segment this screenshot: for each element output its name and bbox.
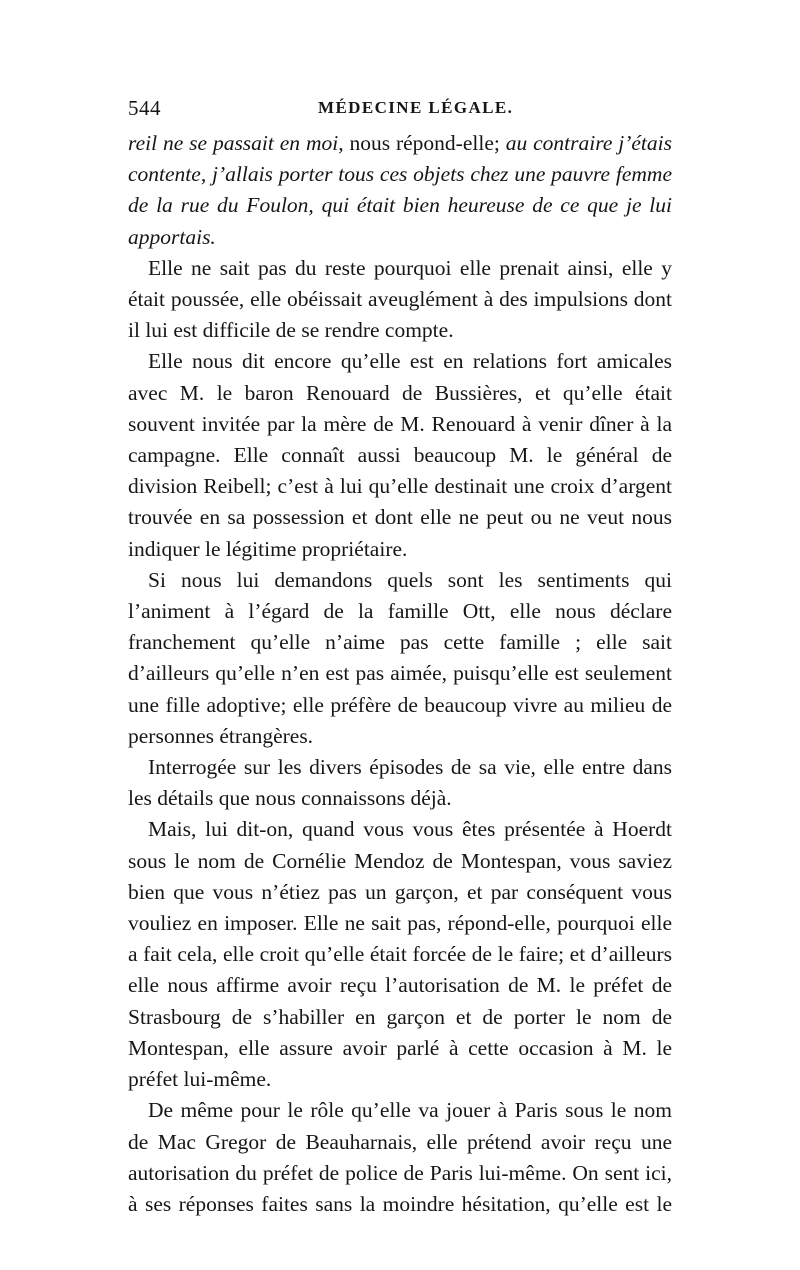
- paragraph-6: Mais, lui dit-on, quand vous vous êtes présentée à Hoerdt sous le nom de Cornélie Mendoz de Montespan, vous saviez bien que vous n’étiez pas un garçon, et par conséquent vous vouliez en imposer. Elle ne sait pas, répond-elle, pourquoi elle a fait cela, elle croit qu’elle était forcée de le faire; et d’ailleurs elle nous affirme avoir reçu l’autorisation de M. le préfet de Strasbourg de s’habiller en garçon et de porter le nom de Montespan, elle assure avoir parlé à cette occasion à M. le préfet lui-même.: [128, 817, 672, 1092]
- page-number: 544: [128, 96, 161, 120]
- running-head: [128, 88, 672, 128]
- paragraph-1-italic-a: reil ne se passait en moi,: [128, 131, 344, 155]
- paragraph-2: Elle ne sait pas du reste pourquoi elle prenait ainsi, elle y était poussée, elle obéissait aveuglément à des impulsions dont il lui est difficile de se rendre compte.: [128, 255, 672, 343]
- body-text: [128, 128, 672, 1220]
- paragraph-3: Elle nous dit encore qu’elle est en relations fort amicales avec M. le baron Renouard de Bussières, et qu’elle était souvent invitée par la mère de M. Renouard à venir dîner à la campagne. Elle connaît aussi beaucoup M. le général de division Reibell; c’est à lui qu’elle destinait une croix d’argent trouvée en sa possession et dont elle ne peut ou ne veut nous indiquer le légitime propriétaire.: [128, 349, 672, 561]
- paragraph-1-italic-b: au contraire j’étais contente, j’allais porter tous ces objets chez une pauvre femme de la rue du Foulon, qui était bien heureuse de ce que je lui apportais.: [128, 131, 672, 249]
- paragraph-1: [128, 128, 672, 253]
- paragraph-7: De même pour le rôle qu’elle va jouer à Paris sous le nom de Mac Gregor de Beauharnais, elle prétend avoir reçu une autorisation du préfet de police de Paris lui-même. On sent ici, à ses réponses faites sans la moindre hésitation, qu’elle est le: [128, 1098, 672, 1216]
- paragraph-4: Si nous lui demandons quels sont les sentiments qui l’animent à l’égard de la famille Ott, elle nous déclare franchement qu’elle n’aime pas cette famille ; elle sait d’ailleurs qu’elle n’en est pas aimée, puisqu’elle est seulement une fille adoptive; elle préfère de beaucoup vivre au milieu de personnes étrangères.: [128, 567, 672, 748]
- running-title: MÉDECINE LÉGALE.: [318, 98, 514, 117]
- paragraph-5: Interrogée sur les divers épisodes de sa vie, elle entre dans les détails que nous connaissons déjà.: [128, 755, 672, 811]
- book-page: [128, 88, 672, 1220]
- paragraph-1-roman: nous répond-elle;: [343, 131, 506, 155]
